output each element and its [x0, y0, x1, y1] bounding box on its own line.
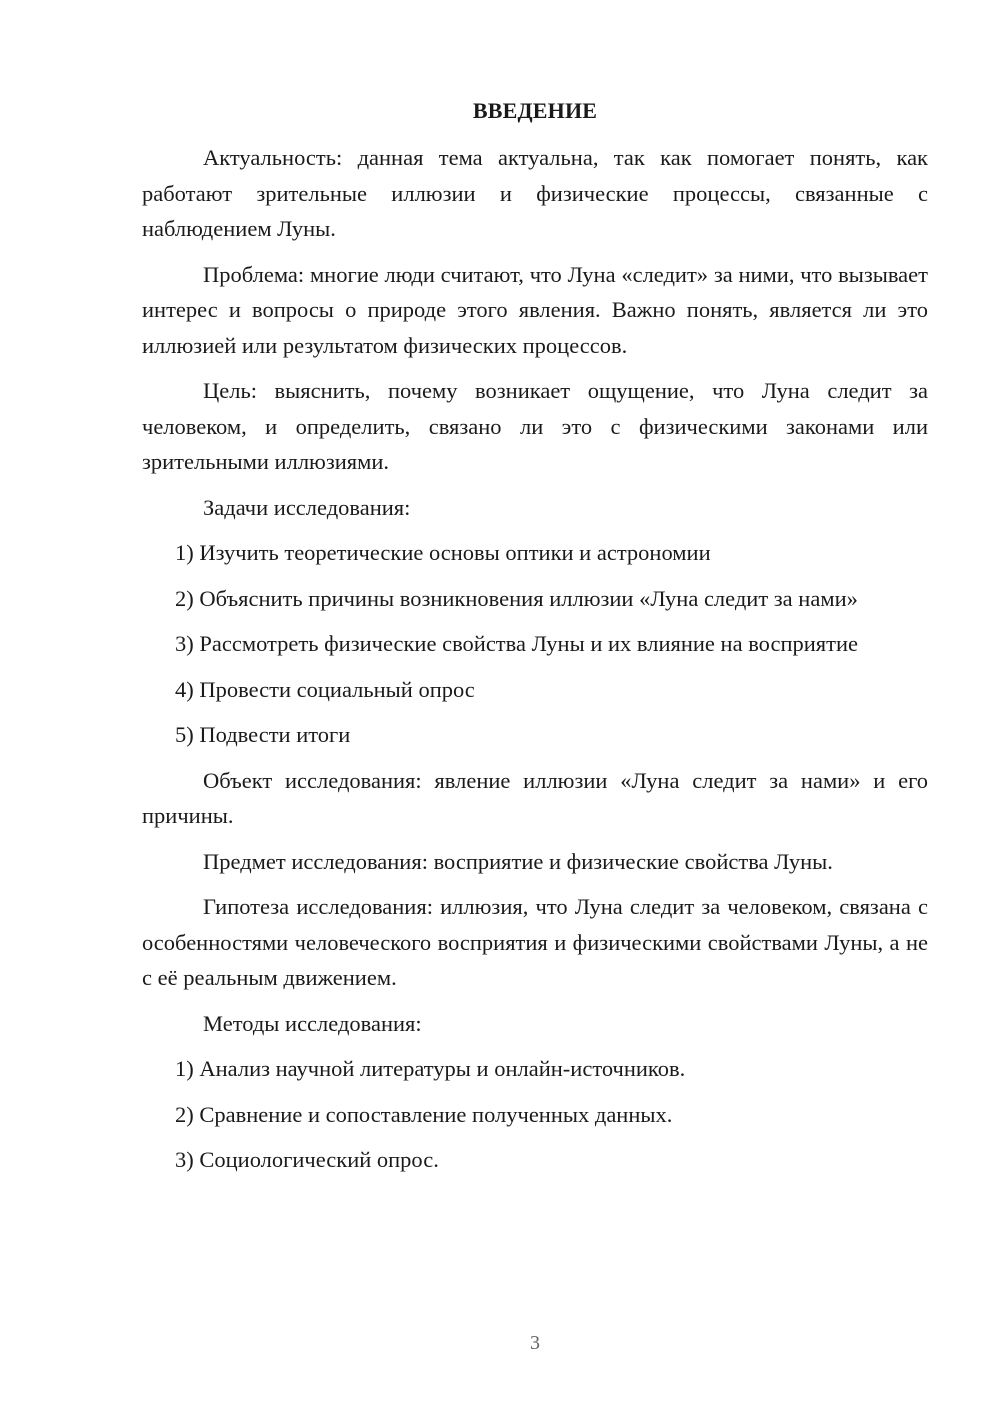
list-item-method-2: 2) Сравнение и сопоставление полученных данных.	[175, 1101, 673, 1127]
paragraph-object: Объект исследования: явление иллюзии «Луна следит за нами» и его причины.	[142, 767, 928, 828]
body-text	[142, 140, 928, 1188]
paragraph-goal: Цель: выяснить, почему возникает ощущение, что Луна следит за человеком, и определить, связано ли это с физическими законами или зрительными иллюзиями.	[142, 378, 928, 474]
list-item-task-1: 1) Изучить теоретические основы оптики и астрономии	[175, 540, 711, 565]
list-item-task-4: 4) Провести социальный опрос	[175, 676, 475, 702]
list-item-method-1: 1) Анализ научной литературы и онлайн-источников.	[175, 1056, 686, 1081]
list-item-task-3: 3) Рассмотреть физические свойства Луны и их влияние на восприятие	[175, 631, 858, 656]
paragraph-subject: Предмет исследования: восприятие и физические свойства Луны.	[203, 848, 833, 874]
paragraph-methods-heading: Методы исследования:	[203, 1010, 422, 1036]
list-item-method-3: 3) Социологический опрос.	[175, 1147, 439, 1172]
page-title: ВВЕДЕНИЕ	[472, 98, 598, 123]
page-number: 3	[530, 1332, 540, 1354]
paragraph-problem: Проблема: многие люди считают, что Луна «следит» за ними, что вызывает интерес и вопросы о природе этого явления. Важно понять, является ли это иллюзией или результатом физических процессов.	[142, 261, 928, 358]
document-page	[142, 0, 928, 1414]
paragraph-hypothesis: Гипотеза исследования: иллюзия, что Луна следит за человеком, связана с особенностями человеческого восприятия и физическими свойствами Луны, а не с её реальным движением.	[142, 894, 928, 990]
paragraph-tasks-heading: Задачи исследования:	[203, 494, 411, 520]
list-item-task-2: 2) Объяснить причины возникновения иллюзии «Луна следит за нами»	[175, 585, 858, 611]
paragraph-relevance: Актуальность: данная тема актуальна, так как помогает понять, как работают зрительные иллюзии и физические процессы, связанные с наблюдением Луны.	[142, 145, 928, 241]
list-item-task-5: 5) Подвести итоги	[175, 722, 351, 747]
